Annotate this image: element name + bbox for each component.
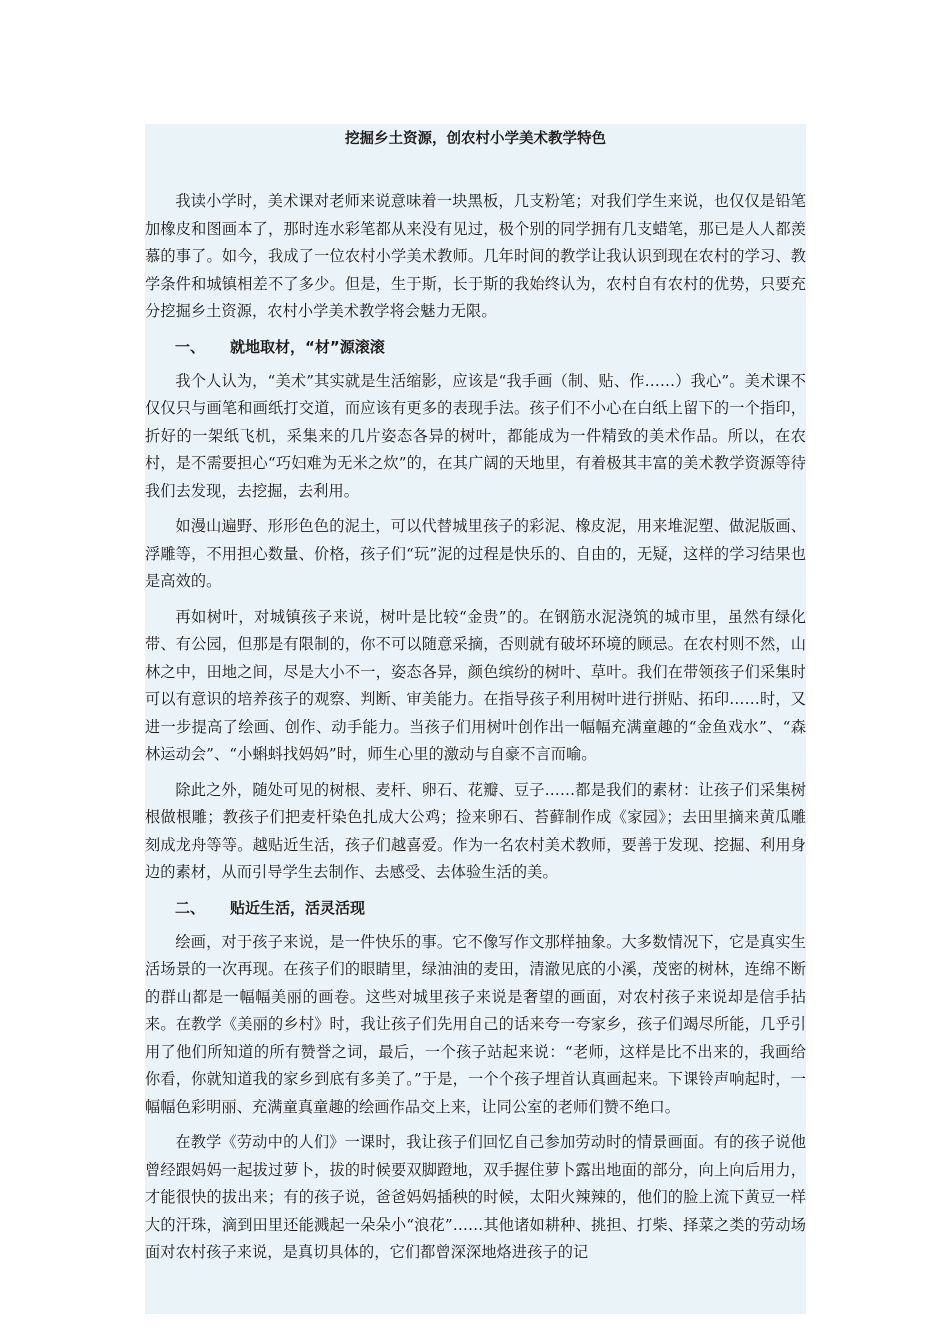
- section-number-1: 一、: [175, 337, 206, 356]
- section-heading-2: [145, 895, 806, 922]
- section-number-2: 二、: [175, 898, 206, 917]
- paragraph-leaves: 再如树叶，对城镇孩子来说，树叶是比较“金贵”的。在钢筋水泥浇筑的城市里，虽然有绿化带、有公园，但那是有限制的，你不可以随意采摘，否则就有破坏环境的顾忌。在农村则不然，山林之中，田地之间，尽是大小不一，姿态各异，颜色缤纷的树叶、草叶。我们在带领孩子们采集时可以有意识的培养孩子的观察、判断、审美能力。在指导孩子利用树叶进行拼贴、拓印……时，又进一步提高了绘画、创作、动手能力。当孩子们用树叶创作出一幅幅充满童趣的“金鱼戏水”、“森林运动会”、“小蝌蚪找妈妈”时，师生心里的激动与自豪不言而喻。: [145, 607, 806, 763]
- document-page: [145, 124, 806, 1314]
- section-heading-2-text: 贴近生活，活灵活现: [230, 898, 366, 917]
- article-body: [145, 150, 806, 1267]
- paragraph-painting: 绘画，对于孩子来说，是一件快乐的事。它不像写作文那样抽象。大多数情况下，它是真实生活场景的一次再现。在孩子们的眼睛里，绿油油的麦田，清澈见底的小溪，茂密的树林，连绵不断的群山都是一幅幅美丽的画卷。这些对城里孩子来说是奢望的画面，对农村孩子来说却是信手拈来。在教学《美丽的乡村》时，我让孩子们先用自己的话来夸一夸家乡，孩子们竭尽所能，几乎引用了他们所知道的所有赞誉之词，最后，一个孩子站起来说：“老师，这样是比不出来的，我画给你看，你就知道我的家乡到底有多美了。”于是，一个个孩子埋首认真画起来。下课铃声响起时，一幅幅色彩明丽、充满童真童趣的绘画作品交上来，让同公室的老师们赞不绝口。: [145, 932, 806, 1116]
- paragraph-intro: 我读小学时，美术课对老师来说意味着一块黑板，几支粉笔；对我们学生来说，也仅仅是铅笔加橡皮和图画本了，那时连水彩笔都从来没有见过，极个别的同学拥有几支蜡笔，那已是人人都羡慕的事了。如今，我成了一位农村小学美术教师。几年时间的教学让我认识到现在农村的学习、教学条件和城镇相差不了多少。但是，生于斯，长于斯的我始终认为，农村自有农村的优势，只要充分挖掘乡土资源，农村小学美术教学将会魅力无限。: [145, 192, 806, 320]
- section-heading-1-text: 就地取材，“材”源滚滚: [230, 337, 385, 356]
- article-title: 挖掘乡土资源，创农村小学美术教学特色: [345, 131, 606, 147]
- paragraph-materials: 除此之外，随处可见的树根、麦杆、卵石、花瓣、豆子……都是我们的素材：让孩子们采集树根做根雕；教孩子们把麦杆染色扎成大公鸡；捡来卵石、苔藓制作成《家园》；去田里摘来黄瓜雕刻成龙舟等等。越贴近生活，孩子们越喜爱。作为一名农村美术教师，要善于发现、挖掘、利用身边的素材，从而引导学生去制作、去感受、去体验生活的美。: [145, 780, 806, 881]
- paragraph-art-definition: 我个人认为，“美术”其实就是生活缩影，应该是“我手画（制、贴、作……）我心”。美术课不仅仅只与画笔和画纸打交道，而应该有更多的表现手法。孩子们不小心在白纸上留下的一个指印，折好的一架纸飞机，采集来的几片姿态各异的树叶，都能成为一件精致的美术作品。所以，在农村，是不需要担心“巧妇难为无米之炊”的，在其广阔的天地里，有着极其丰富的美术教学资源等待我们去发现，去挖掘，去利用。: [145, 371, 806, 500]
- paragraph-clay: 如漫山遍野、形形色色的泥土，可以代替城里孩子的彩泥、橡皮泥，用来堆泥塑、做泥版画、浮雕等，不用担心数量、价格，孩子们“玩”泥的过程是快乐的、自由的，无疑，这样的学习结果也是高效的。: [145, 517, 806, 590]
- section-heading-1: [145, 334, 806, 361]
- paragraph-labor: 在教学《劳动中的人们》一课时，我让孩子们回忆自己参加劳动时的情景画面。有的孩子说他曾经跟妈妈一起拔过萝卜，拔的时候要双脚蹬地，双手握住萝卜露出地面的部分，向上向后用力，才能很快的拔出来；有的孩子说，爸爸妈妈插秧的时候，太阳火辣辣的，他们的脸上流下黄豆一样大的汗珠，滴到田里还能溅起一朵朵小“浪花”……其他诸如耕种、挑担、打柴、择菜之类的劳动场面对农村孩子来说，是真切具体的，它们都曾深深地烙进孩子的记: [145, 1133, 806, 1261]
